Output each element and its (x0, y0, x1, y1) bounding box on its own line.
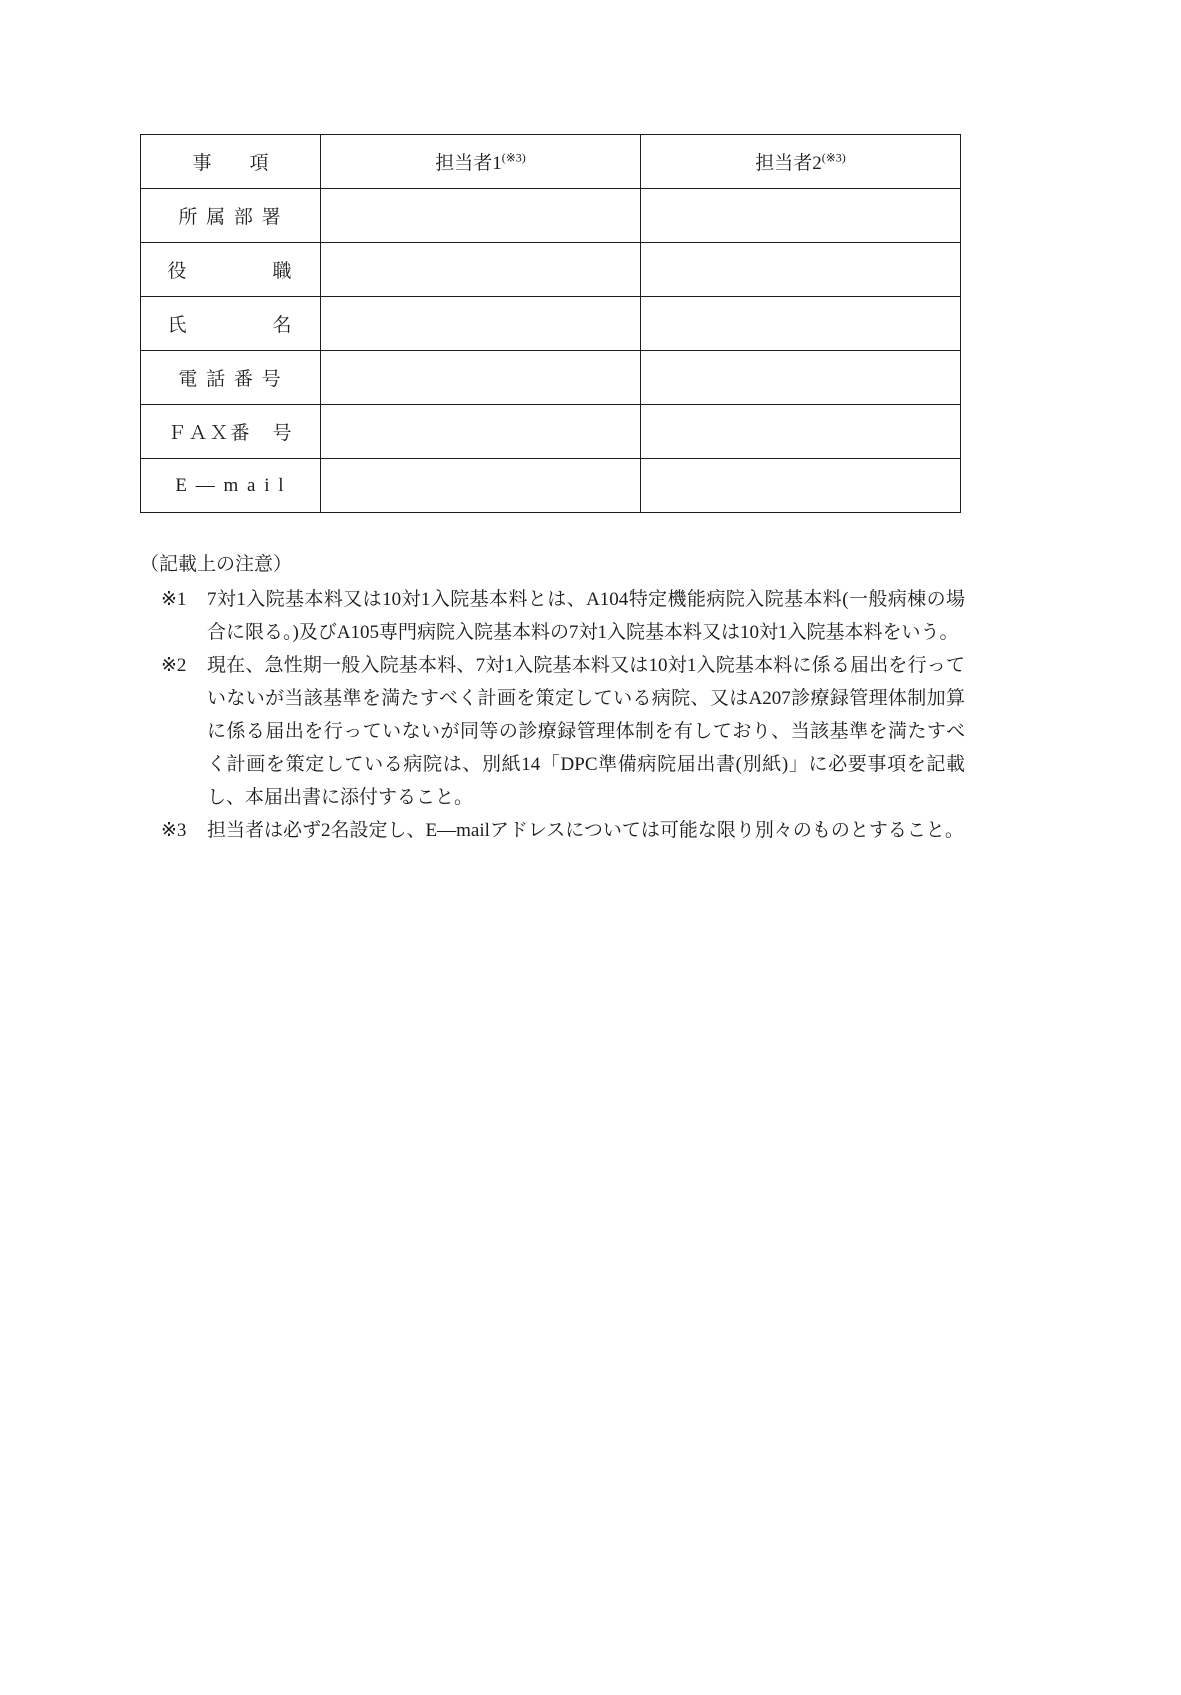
table-row-fax (141, 405, 961, 459)
email-person2-cell (641, 459, 961, 513)
header-person1-label: 担当者1 (435, 153, 502, 174)
notes-section (140, 548, 965, 847)
note-item-1 (161, 583, 965, 649)
note-item-2 (161, 649, 965, 814)
row-label-name: 氏 名 (141, 297, 321, 351)
table-row-position (141, 243, 961, 297)
header-person2-label: 担当者2 (755, 153, 822, 174)
note-3-marker: ※3 (161, 820, 187, 841)
header-item-label: 事 項 (192, 153, 269, 174)
position-person1-cell (321, 243, 641, 297)
header-person2-note-ref: (※3) (821, 150, 846, 165)
row-label-phone: 電 話 番 号 (141, 351, 321, 405)
phone-person1-cell (321, 351, 641, 405)
table-row-phone (141, 351, 961, 405)
table-row-name (141, 297, 961, 351)
fax-person1-cell (321, 405, 641, 459)
table-row-department (141, 189, 961, 243)
note-3-text: 担当者は必ず2名設定し、E―mailアドレスについては可能な限り別々のものとすること。 (207, 820, 964, 841)
name-person1-cell (321, 297, 641, 351)
row-label-department: 所 属 部 署 (141, 189, 321, 243)
contact-table (140, 134, 961, 513)
row-label-fax: ＦＡＸ番 号 (141, 405, 321, 459)
department-person2-cell (641, 189, 961, 243)
table-row-email (141, 459, 961, 513)
header-person2 (641, 135, 961, 189)
phone-person2-cell (641, 351, 961, 405)
position-person2-cell (641, 243, 961, 297)
row-label-position: 役 職 (141, 243, 321, 297)
note-1-text: 7対1入院基本料又は10対1入院基本料とは、A104特定機能病院入院基本料(一般病棟の場合に限る。)及びA105専門病院入院基本料の7対1入院基本料又は10対1入院基本料をいう。 (207, 589, 965, 643)
department-person1-cell (321, 189, 641, 243)
header-person1-note-ref: (※3) (501, 150, 526, 165)
note-2-text: 現在、急性期一般入院基本料、7対1入院基本料又は10対1入院基本料に係る届出を行っていないが当該基準を満たすべく計画を策定している病院、又はA207診療録管理体制加算に係る届出を行っていないが同等の診療録管理体制を有しており、当該基準を満たすべく計画を策定している病院は、別紙14「DPC準備病院届出書(別紙)」に必要事項を記載し、本届出書に添付すること。 (207, 655, 965, 808)
notes-title: （記載上の注意） (140, 554, 293, 575)
row-label-email: E ― m a i l (141, 459, 321, 513)
name-person2-cell (641, 297, 961, 351)
email-person1-cell (321, 459, 641, 513)
note-2-marker: ※2 (161, 655, 187, 676)
note-1-marker: ※1 (161, 589, 187, 610)
fax-person2-cell (641, 405, 961, 459)
note-item-3 (161, 814, 965, 847)
header-person1 (321, 135, 641, 189)
table-header-row (141, 135, 961, 189)
header-item (141, 135, 321, 189)
